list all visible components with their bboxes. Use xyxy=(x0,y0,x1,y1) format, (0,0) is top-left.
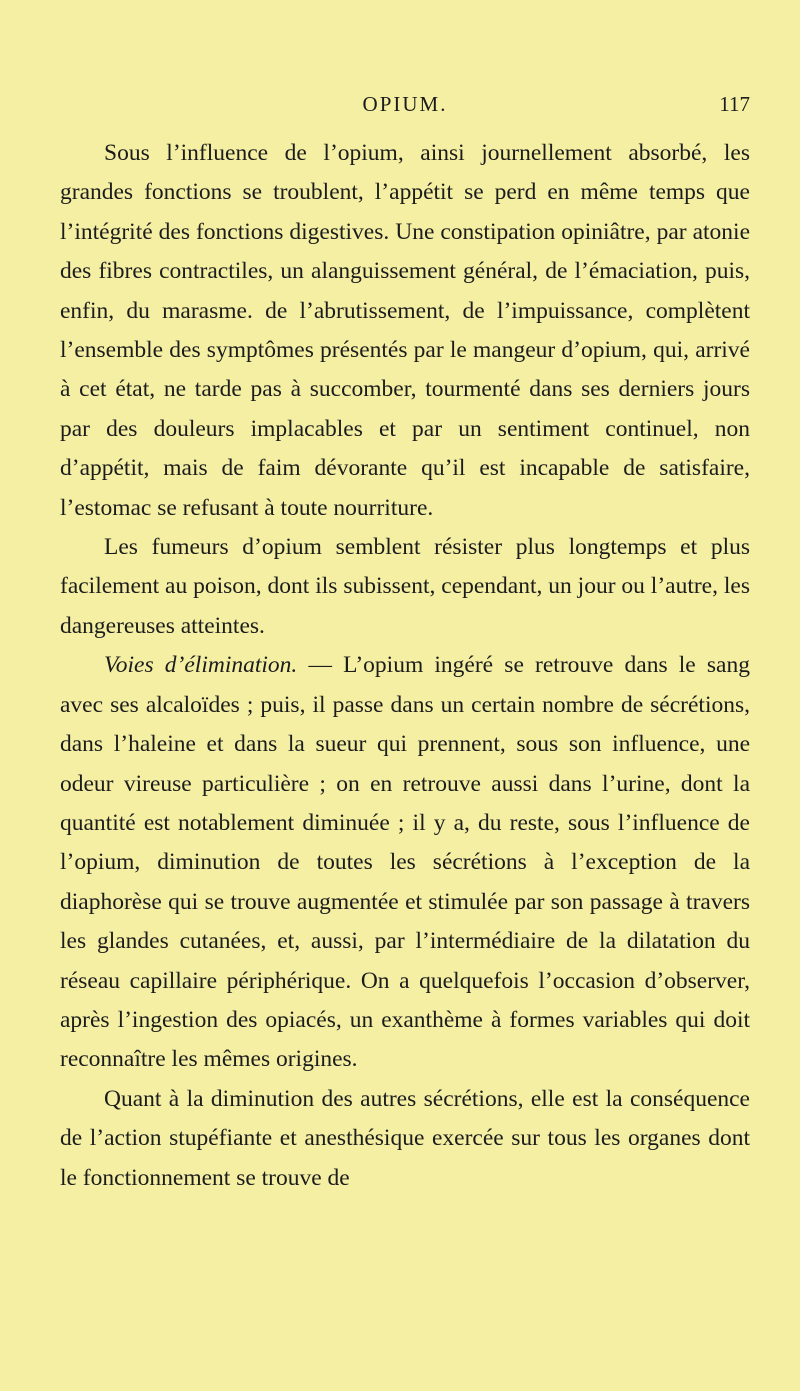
paragraph-4 xyxy=(60,1080,750,1198)
paragraph-1 xyxy=(60,134,750,528)
paragraph-3 xyxy=(60,646,750,1079)
section-lead-in: Voies d’élimination. xyxy=(104,652,298,679)
page-header xyxy=(60,92,750,126)
running-head: OPIUM. xyxy=(362,92,448,116)
paragraph-1-text: Sous l’influence de l’opium, ainsi journellement absorbé, les grandes fonctions se troublent, l’appétit se perd en même temps que l’intégrité des fonctions digestives. Une constipation opiniâtre, par atonie des fibres contractiles, un alanguissement général, de l’émaciation, puis, enfin, du marasme. de l’abrutissement, de l’impuissance, complètent l’ensemble des symptômes présentés par le mangeur d’opium, qui, arrivé à cet état, ne tarde pas à succomber, tourmenté dans ses derniers jours par des douleurs implacables et par un sentiment continuel, non d’appétit, mais de faim dévorante qu’il est incapable de satisfaire, l’estomac se refusant à toute nourriture. xyxy=(60,140,750,521)
body-text xyxy=(60,134,750,1198)
page-number: 117 xyxy=(719,92,750,116)
paragraph-2 xyxy=(60,528,750,646)
paragraph-3-text: — L’opium ingéré se retrouve dans le sang avec ses alcaloïdes ; puis, il passe dans un certain nombre de sécrétions, dans l’haleine et dans la sueur qui prennent, sous son influence, une odeur vireuse particulière ; on en retrouve aussi dans l’urine, dont la quantité est notablement diminuée ; il y a, du reste, sous l’influence de l’opium, diminution de toutes les sécrétions à l’exception de la diaphorèse qui se trouve augmentée et stimulée par son passage à travers les glandes cutanées, et, aussi, par l’intermédiaire de la dilatation du réseau capillaire périphérique. On a quelquefois l’occasion d’observer, après l’ingestion des opiacés, un exanthème à formes variables qui doit reconnaître les mêmes origines. xyxy=(60,652,750,1073)
paragraph-2-text: Les fumeurs d’opium semblent résister plus longtemps et plus facilement au poison, dont ils subissent, cependant, un jour ou l’autre, les dangereuses atteintes. xyxy=(60,534,750,639)
paragraph-4-text: Quant à la diminution des autres sécrétions, elle est la conséquence de l’action stupéfiante et anesthésique exercée sur tous les organes dont le fonctionnement se trouve de xyxy=(60,1085,750,1191)
